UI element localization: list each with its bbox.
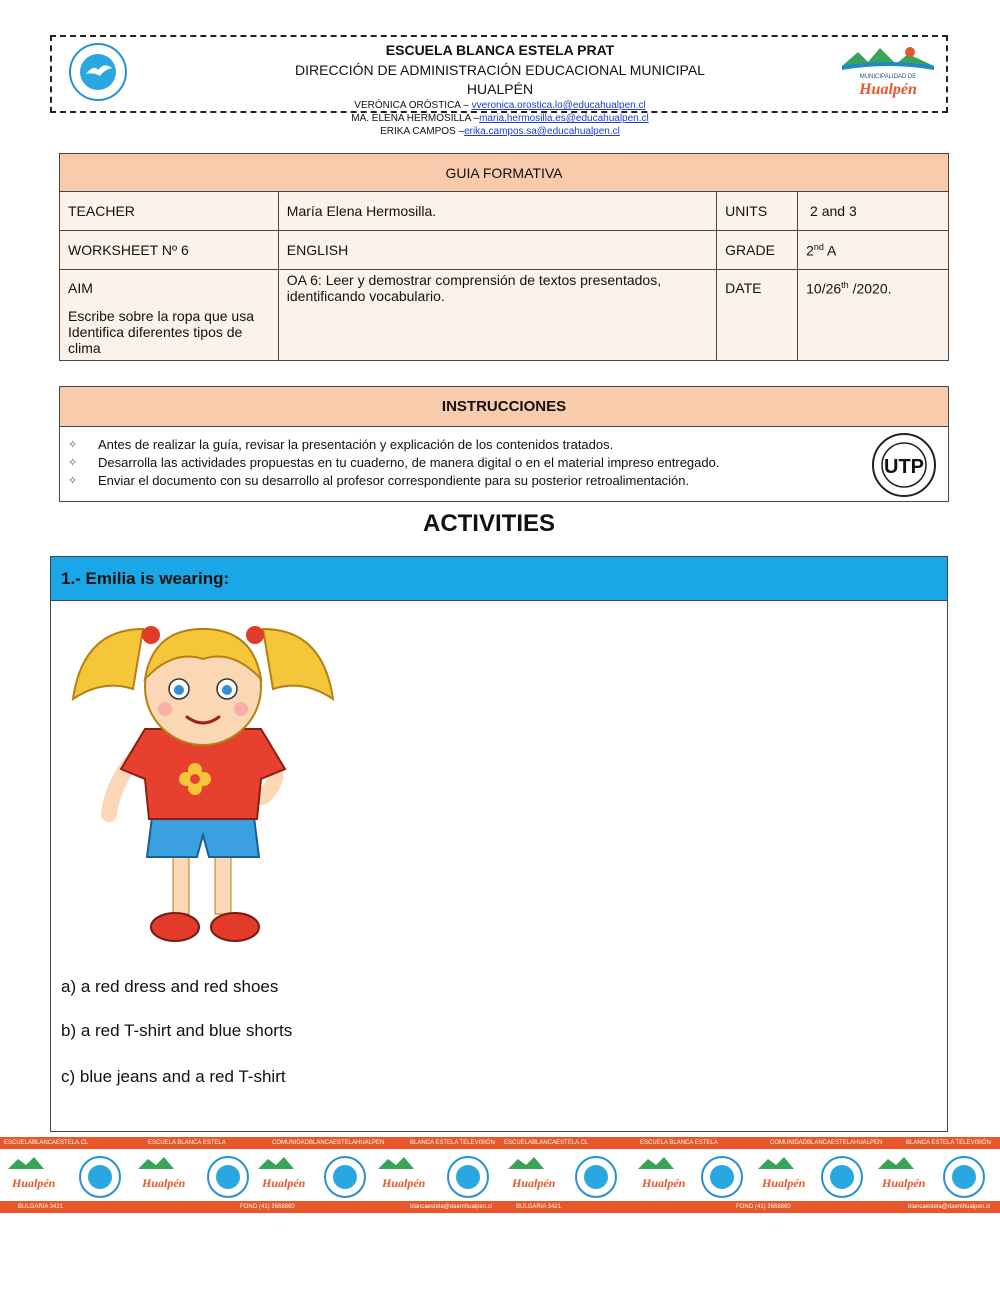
contact-line: MA. ELENA HERMOSILLA –maria.hermosilla.es@educahualpen.cl — [351, 113, 649, 124]
grade-value: 2nd A — [798, 231, 949, 270]
email-link[interactable]: maria.hermosilla.es@educahualpen.cl — [479, 113, 649, 124]
teacher-label: TEACHER — [60, 192, 279, 231]
hualpen-logo — [508, 1157, 556, 1190]
aim-label: AIM — [68, 280, 93, 296]
list-item: ✧ Antes de realizar la guía, revisar la presentación y explicación de los contenidos tratados. — [68, 437, 614, 452]
activity-box — [50, 556, 948, 1132]
date-value: 10/26th /2020. — [798, 270, 949, 361]
hualpen-logo — [878, 1157, 926, 1190]
phone-text: FONO (41) 2668860 — [736, 1204, 791, 1210]
address-text: BULGARIA 3421 — [516, 1204, 562, 1210]
hualpen-logo — [378, 1157, 426, 1190]
svg-text:Hualpén: Hualpén — [12, 1176, 56, 1190]
utp-stamp-icon — [870, 431, 938, 499]
subject-value: ENGLISH — [278, 231, 716, 270]
date-label: DATE — [717, 270, 798, 361]
worksheet-label: WORKSHEET Nº 6 — [60, 231, 279, 270]
instructions-list — [60, 427, 948, 490]
answer-option-c[interactable]: c) blue jeans and a red T-shirt — [61, 1067, 286, 1086]
department-name: DIRECCIÓN DE ADMINISTRACIÓN EDUCACIONAL MUNICIPAL — [295, 62, 705, 78]
hualpen-logo — [638, 1157, 686, 1190]
girl-illustration — [63, 609, 343, 955]
hualpen-logo — [758, 1157, 806, 1190]
phone-text: FONO (41) 2668860 — [240, 1204, 295, 1210]
social-link[interactable]: ESCUELA BLANCA ESTELA — [640, 1140, 718, 1146]
contact-line: VERÓNICA ORÓSTICA – vveronica.orostica.lo@educahualpen.cl — [354, 100, 646, 111]
address-band — [0, 1201, 1000, 1213]
svg-text:MUNICIPALIDAD DE: MUNICIPALIDAD DE — [859, 74, 917, 80]
social-link[interactable]: ESCUELABLANCAESTELA.CL — [504, 1140, 589, 1146]
list-item: ✧ Desarrolla las actividades propuestas en tu cuaderno, de manera digital o en el material impreso entregado. — [68, 455, 720, 470]
instructions-title: INSTRUCCIONES — [60, 387, 948, 427]
address-text: BULGARIA 3421 — [18, 1204, 64, 1210]
teacher-value: María Elena Hermosilla. — [278, 192, 716, 231]
social-link[interactable]: ESCUELABLANCAESTELA.CL — [4, 1140, 89, 1146]
answer-option-a[interactable]: a) a red dress and red shoes — [61, 977, 279, 996]
svg-text:Hualpén: Hualpén — [382, 1176, 426, 1190]
units-value: 2 and 3 — [798, 192, 949, 231]
school-name: ESCUELA BLANCA ESTELA PRAT — [385, 42, 615, 58]
bullet-icon: ✧ — [68, 439, 78, 451]
bullet-icon: ✧ — [68, 475, 78, 487]
units-label: UNITS — [717, 192, 798, 231]
email-text: blancaestela@daemhualpen.cl — [410, 1204, 493, 1210]
social-link[interactable]: COMUNIDADBLANCAESTELAHUALPEN — [272, 1140, 385, 1146]
aim-cell — [60, 270, 279, 361]
list-item: ✧ Enviar el documento con su desarrollo al profesor correspondiente para su posterior retroalimentación. — [68, 473, 690, 488]
email-link[interactable]: erika.campos.sa@educahualpen.cl — [464, 126, 620, 137]
svg-text:Hualpén: Hualpén — [882, 1176, 926, 1190]
social-link[interactable]: ESCUELA BLANCA ESTELA — [148, 1140, 226, 1146]
city-name: HUALPÉN — [466, 81, 534, 97]
svg-text:Hualpén: Hualpén — [142, 1176, 186, 1190]
social-link[interactable]: BLANCA ESTELA TELEVISIÓN — [410, 1140, 495, 1146]
grade-label: GRADE — [717, 231, 798, 270]
activity-question: 1.- Emilia is wearing: — [51, 557, 947, 601]
guide-info-table — [59, 153, 949, 361]
logo-strip — [0, 1151, 1000, 1201]
social-link[interactable]: BLANCA ESTELA TELEVISIÓN — [906, 1140, 991, 1146]
instructions-box — [59, 386, 949, 502]
svg-text:Hualpén: Hualpén — [762, 1176, 806, 1190]
hualpen-logo — [138, 1157, 186, 1190]
aim-line: Escribe sobre la ropa que usa — [68, 308, 254, 324]
svg-text:Hualpén: Hualpén — [262, 1176, 306, 1190]
hualpen-logo — [8, 1157, 56, 1190]
guide-title: GUIA FORMATIVA — [60, 154, 949, 192]
answer-option-b[interactable]: b) a red T-shirt and blue shorts — [61, 1021, 293, 1040]
svg-text:Hualpén: Hualpén — [512, 1176, 556, 1190]
email-text: blancaestela@daemhualpen.cl — [908, 1204, 991, 1210]
social-link[interactable]: COMUNIDADBLANCAESTELAHUALPEN — [770, 1140, 883, 1146]
activities-heading: ACTIVITIES — [422, 510, 555, 537]
email-link[interactable]: vveronica.orostica.lo@educahualpen.cl — [471, 100, 646, 111]
hualpen-logo — [258, 1157, 306, 1190]
svg-text:Hualpén: Hualpén — [859, 81, 917, 98]
aim-line: Identifica diferentes tipos de clima — [68, 324, 243, 356]
contact-line: ERIKA CAMPOS –erika.campos.sa@educahualpen.cl — [380, 126, 620, 137]
bullet-icon: ✧ — [68, 457, 78, 469]
footer-banner — [0, 1137, 1000, 1213]
hualpen-logo — [838, 44, 938, 100]
oa-text: OA 6: Leer y demostrar comprensión de textos presentados, identificando vocabulario. — [278, 270, 716, 361]
svg-text:Hualpén: Hualpén — [642, 1176, 686, 1190]
svg-text:UTP: UTP — [884, 456, 924, 478]
